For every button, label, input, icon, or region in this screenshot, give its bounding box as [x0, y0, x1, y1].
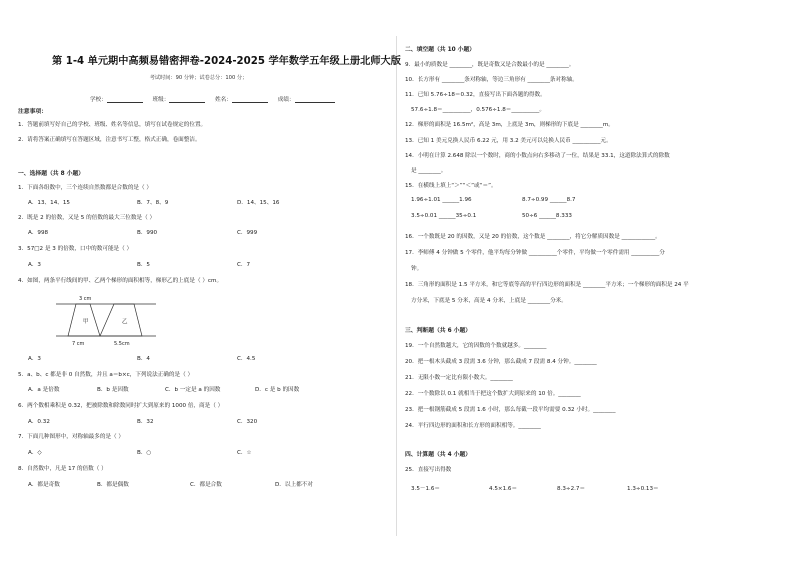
- name-label: 姓名：: [215, 97, 232, 103]
- paper-title: 第 1-4 单元期中高频易错密押卷-2024-2025 学年数学五年级上册北师大版: [52, 56, 401, 67]
- section1-head: 一、选择题（共 8 小题）: [18, 171, 85, 177]
- q6-option-c[interactable]: C．320: [237, 419, 258, 425]
- diagram-left-bottom-label: 7 cm: [72, 341, 85, 347]
- notice-head: 注意事项：: [18, 109, 47, 115]
- q15-item-4: 50÷6 ______8.333: [522, 213, 572, 219]
- q15: 15．在横线上填上“＞”“＜”或“＝”。: [405, 183, 497, 189]
- q1-option-a[interactable]: A．13、14、15: [28, 200, 70, 206]
- q22: 22．一个数除以 0.1 就相当于把这个数扩大到原来的 10 倍。________: [405, 391, 581, 397]
- q3-option-b[interactable]: B．5: [137, 262, 150, 268]
- q24: 24．平行四边形的面积和长方形的面积相等。________: [405, 423, 541, 429]
- calc-4: 1.3÷0.13＝: [627, 486, 659, 492]
- q6-stem: 6．两个数相乘积是 0.32，把被除数和除数同时扩大到原来的 1000 倍，商是（ ）: [18, 403, 224, 409]
- q8-option-b[interactable]: B．都是偶数: [97, 482, 129, 488]
- q4-option-c[interactable]: C．4.5: [237, 356, 256, 362]
- paper-subtitle: 考试时间：90 分钟；试卷总分：100 分；: [149, 75, 248, 81]
- q5-stem: 5．a、b、c 都是非 0 自然数，并且 a＝b×c，下列说法正确的是（ ）: [18, 372, 194, 378]
- q1-stem: 1．下面各组数中，三个连续自然数都是合数的是（ ）: [18, 185, 152, 191]
- q3-option-a[interactable]: A．3: [28, 262, 41, 268]
- q20: 20．把一根木头截成 3 段需 3.6 分钟，那么截成 7 段需 8.4 分钟。________: [405, 359, 597, 365]
- q8-option-c[interactable]: C．都是合数: [190, 482, 222, 488]
- q4-option-b[interactable]: B．4: [137, 356, 150, 362]
- q6-option-b[interactable]: B．32: [137, 419, 154, 425]
- q11: 11．已知 5.76÷18＝0.32，直接写出下面各题的得数。: [405, 92, 546, 98]
- q7-stem: 7．下面几种图形中，对称轴最多的是（ ）: [18, 434, 125, 440]
- q2-option-a[interactable]: A．998: [28, 230, 49, 236]
- q14-cont: 是 ________。: [411, 168, 447, 174]
- class-label: 班级：: [152, 97, 170, 103]
- q7-option-a[interactable]: A．◇: [28, 450, 42, 456]
- q2-option-c[interactable]: C．999: [237, 230, 258, 236]
- diagram-top-label: 3 cm: [79, 296, 92, 302]
- q3-option-c[interactable]: C．7: [237, 262, 251, 268]
- diagram-jia-label: 甲: [83, 319, 89, 325]
- section2-head: 二、填空题（共 10 小题）: [405, 47, 476, 53]
- q15-item-1: 1.96÷1.01 ______1.96: [411, 197, 472, 203]
- q16: 16．一个数既是 20 的因数，又是 20 的倍数，这个数是 ________，将它分解质因数是 ____________。: [405, 234, 661, 240]
- diagram-yi-label: 乙: [122, 319, 128, 325]
- q15-item-3: 3.5÷0.01 ______35÷0.1: [411, 213, 477, 219]
- notice-1: 1．答题前填写好自己的学校、班级、姓名等信息，填写在试卷规定的位置。: [18, 122, 207, 128]
- q18: 18．三角形的面积是 1.5 平方米，和它等底等高的平行四边形的面积是 ________平方米；一个梯形的面积是 24 平: [405, 282, 689, 288]
- q8-stem: 8．自然数中，凡是 17 的倍数（ ）: [18, 466, 107, 472]
- column-divider: [396, 36, 397, 536]
- section3-head: 三、判断题（共 6 小题）: [405, 328, 472, 334]
- school-field[interactable]: [107, 95, 143, 103]
- q1-option-b[interactable]: B．7、8、9: [137, 200, 169, 206]
- score-label: 成绩：: [277, 97, 295, 103]
- q1-option-d[interactable]: D．14、15、16: [237, 200, 280, 206]
- trapezoid-diagram: [56, 296, 156, 348]
- q7-option-b[interactable]: B．○: [137, 450, 152, 456]
- q2-option-b[interactable]: B．990: [137, 230, 158, 236]
- q14: 14．小明在计算 2.648 除以一个数时，商的小数点向右多移动了一位，结果是 33.1，这道除法算式的除数: [405, 153, 670, 159]
- q5-option-a[interactable]: A．a 是倍数: [28, 387, 60, 393]
- q23: 23．把一根钢筋截成 5 段需 1.6 小时，那么每截一段平均需要 0.32 小时。________: [405, 407, 616, 413]
- q5-option-b[interactable]: B．b 是因数: [97, 387, 129, 393]
- q7-option-c[interactable]: C．☆: [237, 450, 252, 456]
- q5-option-c[interactable]: C．b 一定是 a 的因数: [165, 387, 221, 393]
- q4-option-a[interactable]: A．3: [28, 356, 41, 362]
- q15-item-2: 8.7÷0.99 ______8.7: [522, 197, 576, 203]
- section4-head: 四、计算题（共 4 小题）: [405, 452, 472, 458]
- q10: 10．长方形有 ________条对称轴，等边三角形有 ________条对称轴。: [405, 77, 578, 83]
- q2-stem: 2．既是 2 的倍数，又是 5 的倍数的最大三位数是（ ）: [18, 215, 156, 221]
- calc-2: 4.5×1.6＝: [489, 486, 518, 492]
- calc-1: 3.5－1.6＝: [411, 486, 440, 492]
- diagram-right-bottom-label: 5.5cm: [114, 341, 130, 347]
- student-info-line: [90, 95, 343, 103]
- school-label: 学校：: [90, 97, 107, 103]
- q4-stem: 4．如图，两条平行线间的甲、乙两个梯形的面积相等，梯形乙的上底是（ ）cm。: [18, 278, 223, 284]
- q25: 25．直接写出得数: [405, 467, 452, 473]
- q17: 17．李师傅 4 分钟做 5 个零件，他平均每分钟做 __________个零件，平均做一个零件需用 __________分: [405, 250, 665, 256]
- score-field[interactable]: [295, 95, 335, 103]
- q21: 21．无限小数一定比有限小数大。________: [405, 375, 513, 381]
- q3-stem: 3．57□2 是 3 的倍数，口中的数可能是（ ）: [18, 246, 133, 252]
- q13: 13．已知 1 美元兑换人民币 6.22 元，用 3.2 美元可以兑换人民币 __________元。: [405, 138, 612, 144]
- q12: 12．梯形的面积是 16.5m²，高是 3m，上底是 3m，则梯形的下底是 ________m。: [405, 122, 614, 128]
- class-field[interactable]: [169, 95, 205, 103]
- calc-3: 8.3÷2.7＝: [557, 486, 586, 492]
- q9: 9．最小的质数是 ________，既是奇数又是合数最小的是 ________。: [405, 62, 575, 68]
- q18-cont: 方分米，下底是 5 分米，高是 4 分米，上底是 ________分米。: [411, 298, 567, 304]
- q6-option-a[interactable]: A．0.32: [28, 419, 50, 425]
- notice-2: 2．请将答案正确填写在答题区域，注意书写工整，格式正确，卷面整洁。: [18, 137, 201, 143]
- q8-option-d[interactable]: D．以上都不对: [275, 482, 313, 488]
- q17-cont: 钟。: [411, 266, 423, 272]
- q5-option-d[interactable]: D．c 是 b 的因数: [255, 387, 300, 393]
- q11-items: 57.6÷1.8＝__________，0.576÷1.8＝__________。: [411, 107, 545, 113]
- q8-option-a[interactable]: A．都是奇数: [28, 482, 60, 488]
- name-field[interactable]: [232, 95, 268, 103]
- q19: 19．一个自然数越大，它的因数的个数就越多。________: [405, 343, 547, 349]
